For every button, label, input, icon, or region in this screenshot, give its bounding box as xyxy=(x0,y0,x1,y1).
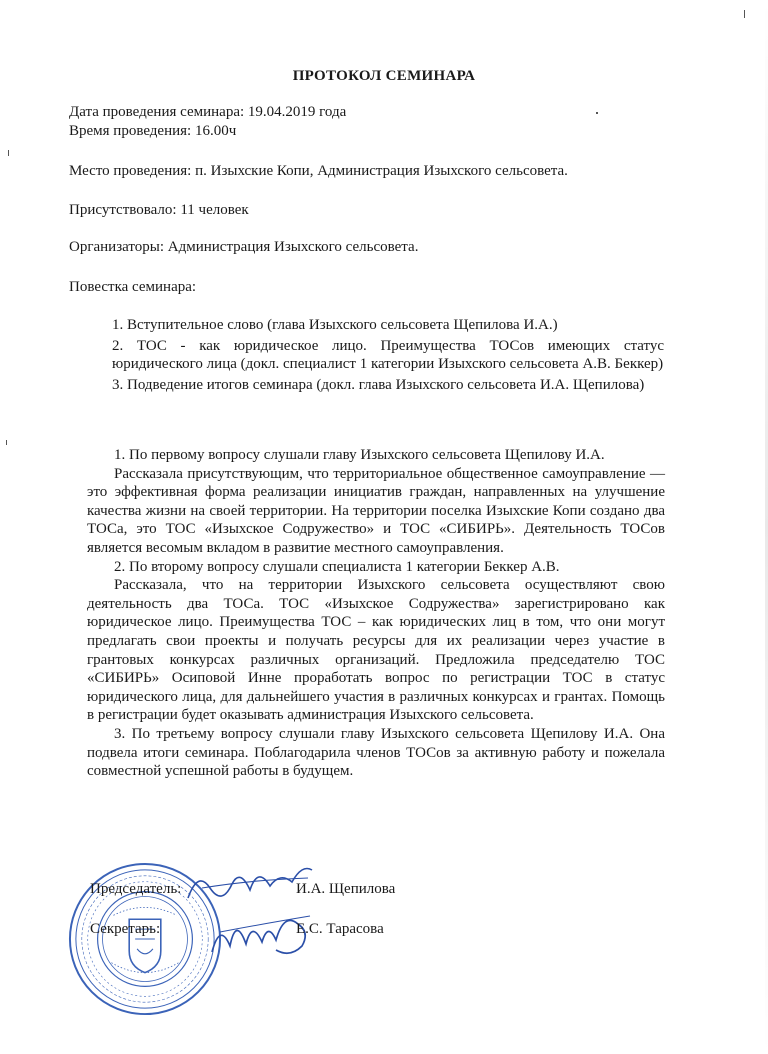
document-title: ПРОТОКОЛ СЕМИНАРА xyxy=(292,68,476,84)
scan-speck xyxy=(6,440,7,445)
place-line: Место проведения: п. Изыхские Копи, Администрация Изыхского сельсовета. xyxy=(69,163,568,179)
organizers-line: Организаторы: Администрация Изыхского сельсовета. xyxy=(69,239,419,255)
paragraph: Рассказала, что на территории Изыхского сельсовета осуществляют свою деятельность два ТОСа. ТОС «Изыхское Содружества» зарегистрировано как юридическое лицо. Преимущества ТОС – как юридических лиц в том, что они могут предлагать свои проекты и получать ресурсы для их реализации через участие в грантовых конкурсах различных организаций. Предложила председателю ТОС «СИБИРЬ» Осиповой Инне проработать вопрос по регистрации ТОС в статус юридического лица, для дальнейшего участия в различных конкурсах и грантах. Помощь в регистрации будет оказывать администрация Изыхского сельсовета. xyxy=(87,577,665,724)
agenda-item: 3. Подведение итогов семинара (докл. глава Изыхского сельсовета И.А. Щепилова) xyxy=(112,376,645,393)
paragraph: Рассказала присутствующим, что территориальное общественное самоуправление — это эффективная форма реализации инициатив граждан, направленных на улучшение качества жизни на своей территории. На территории поселка Изыхские Копи создано два ТОСа, это ТОС «Изыхское Содружество» и ТОС «СИБИРЬ». Деятельность ТОСов является весомым вкладом в развитие местного самоуправления. xyxy=(87,465,665,556)
secretary-name: Е.С. Тарасова xyxy=(296,921,384,937)
attendance-line: Присутствовало: 11 человек xyxy=(69,202,249,218)
scan-speck xyxy=(744,10,745,18)
secretary-label: Секретарь: xyxy=(90,921,161,937)
paragraph: 1. По первому вопросу слушали главу Изыхского сельсовета Щепилову И.А. xyxy=(114,447,605,463)
scan-speck xyxy=(596,112,598,114)
paragraph: 2. По второму вопросу слушали специалиста 1 категории Беккер А.В. xyxy=(114,558,560,575)
scan-speck xyxy=(8,150,9,156)
minutes-body xyxy=(87,446,665,781)
chair-label: Председатель: xyxy=(90,881,182,897)
agenda-item: 2. ТОС - как юридическое лицо. Преимущества ТОСов имеющих статус юридического лица (докл. специалист 1 категории Изыхского сельсовета А.В. Беккер) xyxy=(112,337,664,373)
chair-name: И.А. Щепилова xyxy=(296,881,396,897)
agenda-item: 1. Вступительное слово (глава Изыхского сельсовета Щепилова И.А.) xyxy=(112,317,558,333)
date-line: Дата проведения семинара: 19.04.2019 года xyxy=(69,104,347,120)
agenda-heading: Повестка семинара: xyxy=(69,279,197,295)
paragraph: 3. По третьему вопросу слушали главу Изыхского сельсовета Щепилову И.А. Она подвела итоги семинара. Поблагодарила членов ТОСов за активную работу и пожелала совместной успешной работы в будущем. xyxy=(87,725,665,780)
agenda-list xyxy=(112,316,664,396)
time-line: Время проведения: 16.00ч xyxy=(69,123,237,139)
